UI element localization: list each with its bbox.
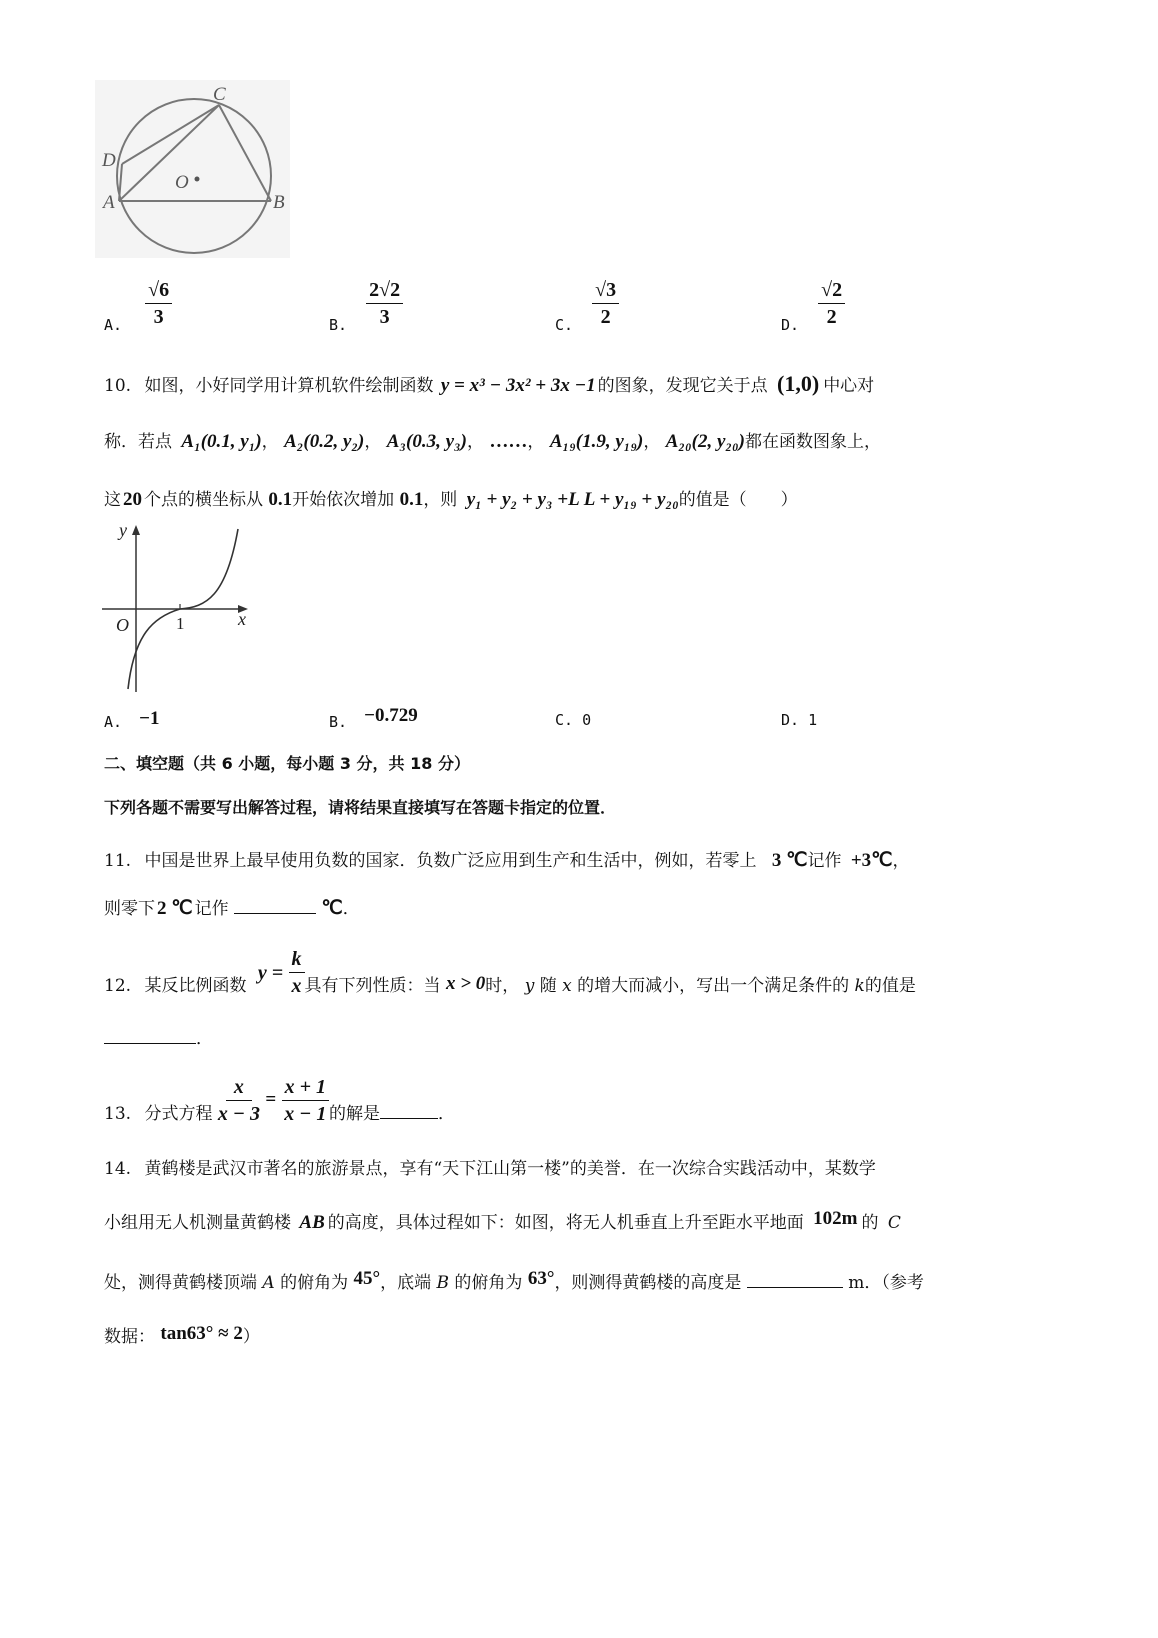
q10-option-d[interactable] [781, 710, 817, 729]
y-axis-arrow-icon [132, 525, 140, 535]
q14-text: ，底端 [380, 1273, 432, 1293]
label-a: A [103, 192, 115, 213]
q13-lhs-fraction [218, 1075, 260, 1126]
center-point [195, 177, 200, 182]
q10-line-3 [104, 489, 798, 511]
ellipsis: …… [489, 431, 528, 452]
q10-line-1 [104, 373, 874, 397]
q9-option-a[interactable] [104, 278, 172, 334]
label-y: y [119, 520, 127, 540]
q14-ab: AB [299, 1212, 325, 1233]
q12-var-x: x [562, 976, 572, 996]
q13-equals: = [265, 1089, 277, 1110]
q14-angle-b: 63° [527, 1268, 555, 1289]
q9-option-b[interactable] [329, 278, 403, 334]
section-heading: 二、填空题（共 6 小题，每小题 3 分，共 18 分） [104, 754, 470, 773]
q10-count: 20 [123, 489, 142, 510]
option-fraction [366, 278, 403, 329]
q14-unit: m．（参考 [848, 1273, 924, 1293]
cubic-graph [98, 517, 258, 695]
q10-text: 的图象，发现它关于点 [597, 376, 768, 396]
q14-text: 处，测得黄鹤楼顶端 [104, 1273, 257, 1293]
q11-line-1 [104, 850, 910, 872]
q9-option-d[interactable] [781, 278, 845, 334]
q13-text: ． [438, 1104, 456, 1124]
q10-text: 个点的横坐标从 [144, 490, 263, 510]
q11-line-2 [104, 896, 360, 920]
option-label: D. [781, 316, 800, 334]
option-label: A. [104, 713, 123, 731]
q14-text: 小组用无人机测量黄鹤楼 [104, 1213, 291, 1233]
q12-text: 具有下列性质：当 [304, 976, 441, 996]
q11-text: ， [892, 851, 910, 871]
q14-line-2 [104, 1208, 901, 1234]
q14-reference: tan63° ≈ 2 [160, 1323, 243, 1344]
q14-text: 黄鹤楼是武汉市著名的旅游景点，享有“天下江山第一楼”的美誉．在一次综合实践活动中，某数学 [144, 1159, 876, 1179]
point-a2: A₂(0.2, y₂) [284, 431, 365, 452]
label-c: C [213, 84, 226, 105]
option-label: C. [555, 711, 574, 729]
q11-above-record: +3℃ [850, 850, 893, 871]
q9-figure [95, 80, 290, 258]
fraction-denominator: x − 1 [284, 1103, 327, 1125]
q10-text: ，则 [423, 490, 458, 510]
fraction-numerator: √3 [592, 278, 619, 304]
point-separator: ， [643, 432, 661, 452]
q14-var-b: B [436, 1273, 450, 1293]
figure-background [95, 80, 290, 258]
circle-triangle-diagram [95, 80, 290, 258]
q12-condition: x > 0 [445, 973, 486, 994]
option-fraction [145, 278, 172, 329]
q10-line-2 [104, 431, 881, 453]
label-one: 1 [176, 614, 185, 633]
q12-text: 的值是 [864, 976, 916, 996]
q14-text: 的 [861, 1213, 879, 1233]
option-value: 1 [808, 711, 818, 729]
question-number: 11. [104, 851, 132, 871]
question-number: 10. [104, 376, 132, 396]
q14-line-4 [104, 1323, 260, 1348]
q14-text: 的高度，具体过程如下：如图，将无人机垂直上升至距水平地面 [327, 1213, 804, 1233]
fraction-numerator: k [289, 947, 305, 973]
q10-option-c[interactable] [555, 710, 591, 729]
q12-text: 时， [485, 976, 520, 996]
q11-text: 记作 [194, 899, 229, 919]
option-value: −1 [139, 708, 160, 729]
q14-var-c: C [887, 1213, 901, 1233]
q14-text: ，则测得黄鹤楼的高度是 [554, 1273, 742, 1293]
q10-sum-expression: y₁ + y₂ + y₃ +L L + y₁₉ + y₂₀ [466, 489, 679, 510]
option-label: A. [104, 316, 123, 334]
q10-option-b[interactable] [329, 705, 418, 731]
q12-func-lhs: y = [257, 962, 284, 984]
q10-option-a[interactable] [104, 708, 159, 730]
point-separator: ， [527, 432, 545, 452]
q12-text: ． [196, 1029, 213, 1049]
option-fraction [592, 278, 619, 329]
q12-text: 随 [539, 976, 557, 996]
label-x: x [238, 609, 246, 629]
fraction-numerator: √6 [145, 278, 172, 304]
q10-step: 0.1 [399, 489, 424, 510]
fraction-denominator: x − 3 [217, 1103, 260, 1125]
fraction-numerator: x + 1 [282, 1075, 329, 1101]
q13-rhs-fraction [282, 1075, 329, 1126]
q10-graph [98, 517, 258, 695]
q14-var-a: A [262, 1273, 275, 1293]
q10-text: 都在函数图象上， [745, 432, 882, 452]
option-fraction [818, 278, 845, 329]
q10-text: 开始依次增加 [292, 490, 395, 510]
q11-text: 记作 [807, 851, 842, 871]
q11-text: 则零下 [104, 899, 155, 919]
q11-text: 中国是世界上最早使用负数的国家．负数广泛应用到生产和生活中，例如，若零上 [144, 851, 757, 871]
q11-below-temp: 2 ℃ [157, 898, 193, 919]
q12-answer-blank[interactable] [104, 1026, 196, 1044]
q14-text: 的俯角为 [454, 1273, 523, 1293]
q11-answer-blank[interactable] [234, 896, 316, 914]
q14-angle-a: 45° [353, 1268, 381, 1289]
option-label: B. [329, 316, 348, 334]
q10-text: 中心对 [823, 376, 875, 396]
fraction-denominator: 3 [153, 306, 164, 328]
option-label: C. [555, 316, 574, 334]
q13-line [104, 1075, 455, 1126]
point-a20: A₂₀(2, y₂₀) [665, 431, 746, 452]
q14-line-1 [104, 1158, 876, 1180]
point-a3: A₃(0.3, y₃) [386, 431, 468, 452]
question-number: 14. [104, 1159, 132, 1179]
q9-option-c[interactable] [555, 278, 619, 334]
q14-text: 数据： [104, 1327, 155, 1347]
point-a1: A₁(0.1, y₁) [181, 431, 262, 452]
option-value: −0.729 [364, 705, 418, 726]
q11-unit: ℃ [321, 898, 343, 919]
fraction-numerator: √2 [818, 278, 845, 304]
q14-text: ） [242, 1327, 260, 1347]
q12-text: 的增大而减小，写出一个满足条件的 [577, 976, 850, 996]
q14-height: 102m [813, 1208, 858, 1229]
question-number: 12. [104, 976, 132, 996]
fraction-numerator: x [226, 1075, 252, 1101]
q12-text: 某反比例函数 [144, 976, 247, 996]
point-separator: ， [467, 432, 485, 452]
q13-answer-blank[interactable] [380, 1101, 438, 1119]
point-a19: A₁₉(1.9, y₁₉) [549, 431, 644, 452]
q10-text: 这 [104, 490, 121, 510]
section-instruction: 下列各题不需要写出解答过程，请将结果直接填写在答题卡指定的位置． [104, 798, 617, 817]
fraction-denominator: 3 [379, 306, 390, 328]
q10-center-point: (1,0) [777, 371, 820, 396]
option-label: B. [329, 713, 348, 731]
label-origin: O [116, 615, 129, 635]
q12-func-fraction [289, 947, 305, 998]
q10-text: 的值是（ ） [678, 490, 798, 510]
q11-text: ． [342, 899, 360, 919]
point-separator: ， [364, 432, 382, 452]
label-o: O [175, 172, 189, 193]
label-b: B [273, 192, 285, 213]
fraction-denominator: x [291, 975, 302, 997]
fraction-denominator: 2 [826, 306, 837, 328]
fraction-denominator: 2 [600, 306, 611, 328]
q10-text: 称．若点 [104, 432, 172, 452]
q10-function: y = x³ − 3x² + 3x −1 [440, 375, 596, 396]
q12-var-y: y [524, 976, 535, 996]
point-separator: ， [261, 432, 279, 452]
q14-text: 的俯角为 [280, 1273, 349, 1293]
q14-line-3 [104, 1270, 924, 1294]
q12-var-k: k [854, 976, 865, 996]
q10-start: 0.1 [268, 489, 293, 510]
option-label: D. [781, 711, 800, 729]
q14-answer-blank[interactable] [747, 1270, 843, 1288]
q11-above-temp: 3 ℃ [771, 850, 808, 871]
q13-text: 的解是 [329, 1104, 381, 1124]
question-number: 13. [104, 1104, 132, 1124]
fraction-numerator: 2√2 [366, 278, 403, 304]
label-d: D [102, 150, 116, 171]
option-value: 0 [582, 711, 592, 729]
q10-text: 如图，小好同学用计算机软件绘制函数 [144, 376, 434, 396]
q13-text: 分式方程 [144, 1104, 213, 1124]
q12-line-1 [104, 945, 916, 1002]
q12-line-2 [104, 1026, 213, 1050]
